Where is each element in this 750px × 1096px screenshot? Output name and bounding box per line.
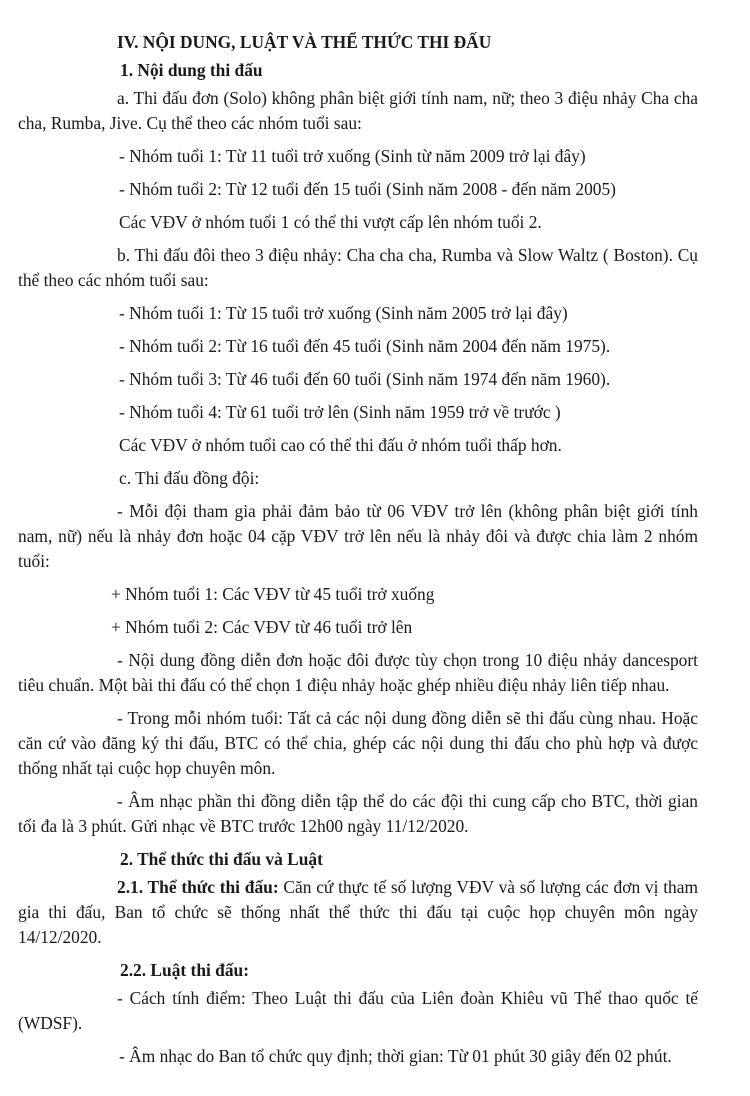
text-2-1: Căn cứ thực tế số lượng VĐV và số lượng các đơn vị tham gia thi đấu, Ban tổ chức sẽ thống nhất thể thức thi đấu tại cuộc họp chuyên môn ngày 14/12/2020. [18, 877, 698, 947]
section-title: IV. NỘI DUNG, LUẬT VÀ THỂ THỨC THI ĐẤU [117, 32, 492, 52]
paragraph-a: a. Thi đấu đơn (Solo) không phân biệt giới tính nam, nữ; theo 3 điệu nhảy Cha cha cha, Rumba, Jive. Cụ thể theo các nhóm tuổi sau: [18, 88, 698, 133]
paragraph-b: b. Thi đấu đôi theo 3 điệu nhảy: Cha cha cha, Rumba và Slow Waltz ( Boston). Cụ thể theo các nhóm tuổi sau: [18, 245, 698, 290]
list-item-b-3: - Nhóm tuổi 3: Từ 46 tuổi đến 60 tuổi (Sinh năm 1974 đến năm 1960). [119, 369, 611, 389]
subsection-title-2-2: 2.2. Luật thi đấu: [120, 960, 250, 980]
paragraph-2-2-2: - Âm nhạc do Ban tổ chức quy định; thời gian: Từ 01 phút 30 giây đến 02 phút. [119, 1046, 672, 1066]
note-a: Các VĐV ở nhóm tuổi 1 có thể thi vượt cấp lên nhóm tuổi 2. [119, 212, 542, 232]
paragraph-c-title: c. Thi đấu đồng đội: [119, 468, 260, 488]
list-item-a-1: - Nhóm tuổi 1: Từ 11 tuổi trở xuống (Sinh từ năm 2009 trở lại đây) [119, 146, 586, 166]
paragraph-c-1: - Mỗi đội tham gia phải đảm bảo từ 06 VĐV trở lên (không phân biệt giới tính nam, nữ) nếu là nhảy đơn hoặc 04 cặp VĐV trở lên nếu là nhảy đôi và được chia làm 2 nhóm tuổi: [18, 501, 698, 571]
paragraph-2-2-1: - Cách tính điểm: Theo Luật thi đấu của Liên đoàn Khiêu vũ Thể thao quốc tế (WDSF). [18, 988, 698, 1033]
list-item-a-2: - Nhóm tuổi 2: Từ 12 tuổi đến 15 tuổi (Sinh năm 2008 - đến năm 2005) [119, 179, 616, 199]
paragraph-c-3: - Trong mỗi nhóm tuổi: Tất cả các nội dung đồng diễn sẽ thi đấu cùng nhau. Hoặc căn cứ vào đăng ký thi đấu, BTC có thể chia, ghép các nội dung thi đấu cho phù hợp và được thống nhất tại cuộc họp chuyên môn. [18, 708, 698, 778]
note-b: Các VĐV ở nhóm tuổi cao có thể thi đấu ở nhóm tuổi thấp hơn. [119, 435, 562, 455]
list-item-c-2: + Nhóm tuổi 2: Các VĐV từ 46 tuổi trở lên [111, 617, 413, 637]
subsection-title-2: 2. Thể thức thi đấu và Luật [120, 849, 323, 869]
paragraph-c-2: - Nội dung đồng diễn đơn hoặc đôi được tùy chọn trong 10 điệu nhảy dancesport tiêu chuẩn. Một bài thi đấu có thể chọn 1 điệu nhảy hoặc ghép nhiều điệu nhảy liên tiếp nhau. [18, 650, 698, 695]
list-item-b-2: - Nhóm tuổi 2: Từ 16 tuổi đến 45 tuổi (Sinh năm 2004 đến năm 1975). [119, 336, 611, 356]
paragraph-2-1 [18, 875, 698, 950]
list-item-b-1: - Nhóm tuổi 1: Từ 15 tuổi trở xuống (Sinh năm 2005 trở lại đây) [119, 303, 568, 323]
paragraph-c-4: - Âm nhạc phần thi đồng diễn tập thể do các đội thi cung cấp cho BTC, thời gian tối đa là 3 phút. Gửi nhạc về BTC trước 12h00 ngày 11/12/2020. [18, 791, 698, 836]
subsection-title-1: 1. Nội dung thi đấu [120, 60, 263, 80]
label-2-1: 2.1. Thể thức thi đấu: [117, 877, 279, 897]
list-item-b-4: - Nhóm tuổi 4: Từ 61 tuổi trở lên (Sinh năm 1959 trở về trước ) [119, 402, 561, 422]
list-item-c-1: + Nhóm tuổi 1: Các VĐV từ 45 tuổi trở xuống [111, 584, 435, 604]
